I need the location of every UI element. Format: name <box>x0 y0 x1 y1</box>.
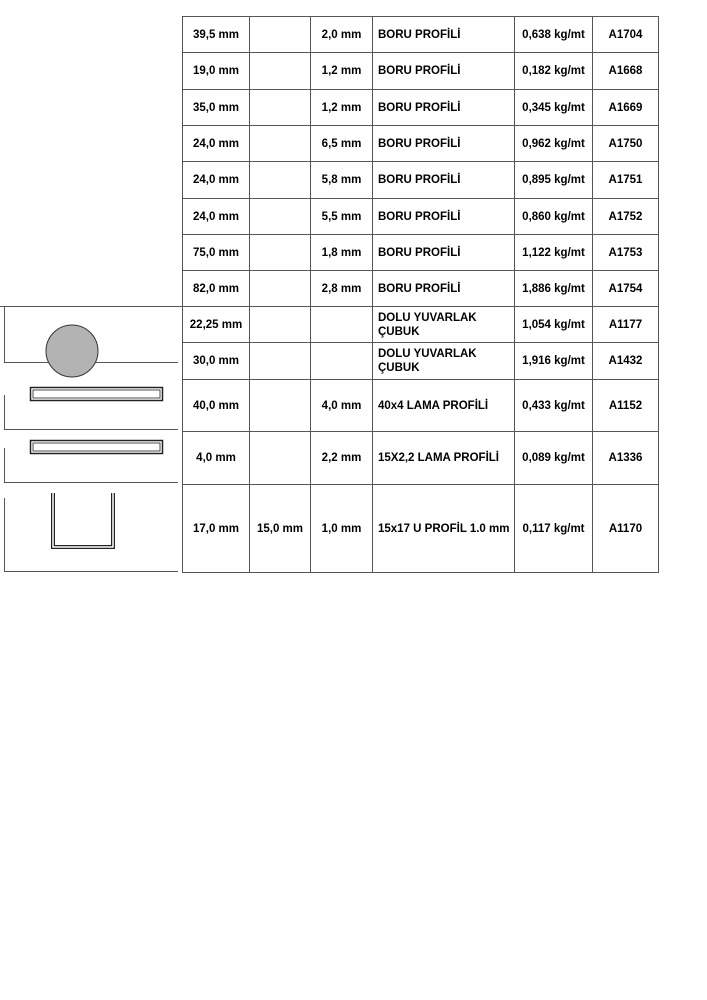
dimension-b <box>250 90 310 125</box>
dimension-a: 82,0 mm <box>192 282 240 295</box>
dimension-a: 19,0 mm <box>192 65 240 77</box>
product-code: A1170 <box>608 522 643 535</box>
profile-name: BORU PROFİLİ <box>378 174 461 186</box>
flat-bar-icon <box>29 439 164 457</box>
unit-weight: 1,054 kg/mt <box>522 318 585 331</box>
dimension-b <box>250 343 310 379</box>
dimension-a: 40,0 mm <box>192 399 240 412</box>
product-code: A1753 <box>608 246 643 259</box>
dimension-b <box>250 432 310 484</box>
dimension-a: 30,0 mm <box>192 355 240 367</box>
drawing-box-bottom <box>4 482 178 483</box>
profile-name: BORU PROFİLİ <box>378 28 461 41</box>
thickness: 4,0 mm <box>321 399 362 412</box>
dimension-a: 75,0 mm <box>192 246 240 259</box>
dimension-b <box>250 199 310 234</box>
product-code: A1669 <box>608 101 643 114</box>
dimension-b <box>250 307 310 342</box>
profile-name: 15X2,2 LAMA PROFİLİ <box>378 452 499 464</box>
unit-weight: 0,345 kg/mt <box>522 101 585 114</box>
profile-name: BORU PROFİLİ <box>378 65 461 77</box>
u-channel-icon <box>50 491 116 551</box>
unit-weight: 1,122 kg/mt <box>522 246 585 259</box>
thickness: 1,0 mm <box>321 522 362 535</box>
product-code: A1752 <box>608 210 643 223</box>
thickness: 2,0 mm <box>321 28 362 41</box>
dimension-a: 35,0 mm <box>192 101 240 114</box>
dimension-b <box>250 271 310 306</box>
profile-name: BORU PROFİLİ <box>378 101 461 114</box>
dimension-b <box>250 162 310 198</box>
profile-name: BORU PROFİLİ <box>378 246 461 259</box>
product-code: A1754 <box>608 282 643 295</box>
dimension-a: 24,0 mm <box>192 137 240 150</box>
unit-weight: 0,182 kg/mt <box>522 65 585 77</box>
dimension-a: 4,0 mm <box>196 452 236 464</box>
thickness: 1,8 mm <box>321 246 362 259</box>
drawing-box-bottom <box>4 429 178 430</box>
product-code: A1177 <box>608 318 643 331</box>
unit-weight: 1,916 kg/mt <box>522 355 585 367</box>
dimension-b <box>250 235 310 270</box>
dimension-a: 22,25 mm <box>189 318 243 331</box>
thickness: 2,8 mm <box>321 282 362 295</box>
row-rule <box>182 572 659 573</box>
dimension-a: 39,5 mm <box>192 28 240 41</box>
thickness: 2,2 mm <box>321 452 362 464</box>
dimension-a: 24,0 mm <box>192 174 240 186</box>
drawing-box-left <box>4 448 5 482</box>
unit-weight: 0,860 kg/mt <box>522 210 585 223</box>
product-code: A1432 <box>608 355 643 367</box>
drawing-box-bottom <box>4 571 178 572</box>
product-code: A1750 <box>608 137 643 150</box>
thickness: 6,5 mm <box>321 137 362 150</box>
thickness: 1,2 mm <box>321 101 362 114</box>
dimension-b <box>250 380 310 431</box>
product-code: A1751 <box>608 174 643 186</box>
profile-name: DOLU YUVARLAK ÇUBUK <box>378 311 477 338</box>
profile-name: BORU PROFİLİ <box>378 282 461 295</box>
unit-weight: 1,886 kg/mt <box>522 282 585 295</box>
drawing-box-left <box>4 306 5 363</box>
product-code: A1152 <box>608 399 643 412</box>
flat-bar-icon <box>29 386 164 404</box>
thickness <box>311 307 372 342</box>
unit-weight: 0,962 kg/mt <box>522 137 585 150</box>
thickness: 5,5 mm <box>321 210 362 223</box>
unit-weight: 0,089 kg/mt <box>522 452 585 464</box>
solid-round-bar-icon <box>44 323 100 379</box>
product-code: A1668 <box>608 65 643 77</box>
profile-name: DOLU YUVARLAK ÇUBUK <box>378 348 477 374</box>
drawing-box-left <box>4 395 5 430</box>
drawing-box-top <box>0 306 182 307</box>
profile-name: 40x4 LAMA PROFİLİ <box>378 399 489 412</box>
dimension-a: 24,0 mm <box>192 210 240 223</box>
product-code: A1704 <box>608 28 643 41</box>
thickness <box>311 343 372 379</box>
drawing-box-left <box>4 498 5 572</box>
product-code: A1336 <box>608 452 643 464</box>
unit-weight: 0,895 kg/mt <box>522 174 585 186</box>
profile-name: 15x17 U PROFİL 1.0 mm <box>378 522 510 535</box>
dimension-b <box>250 17 310 52</box>
thickness: 5,8 mm <box>321 174 362 186</box>
dimension-b: 15,0 mm <box>256 522 304 535</box>
dimension-a: 17,0 mm <box>192 522 240 535</box>
column-rule <box>658 16 659 573</box>
profile-name: BORU PROFİLİ <box>378 210 461 223</box>
unit-weight: 0,638 kg/mt <box>522 28 585 41</box>
unit-weight: 0,433 kg/mt <box>522 399 585 412</box>
dimension-b <box>250 126 310 161</box>
profile-name: BORU PROFİLİ <box>378 137 461 150</box>
unit-weight: 0,117 kg/mt <box>522 522 585 535</box>
thickness: 1,2 mm <box>321 65 362 77</box>
dimension-b <box>250 53 310 89</box>
